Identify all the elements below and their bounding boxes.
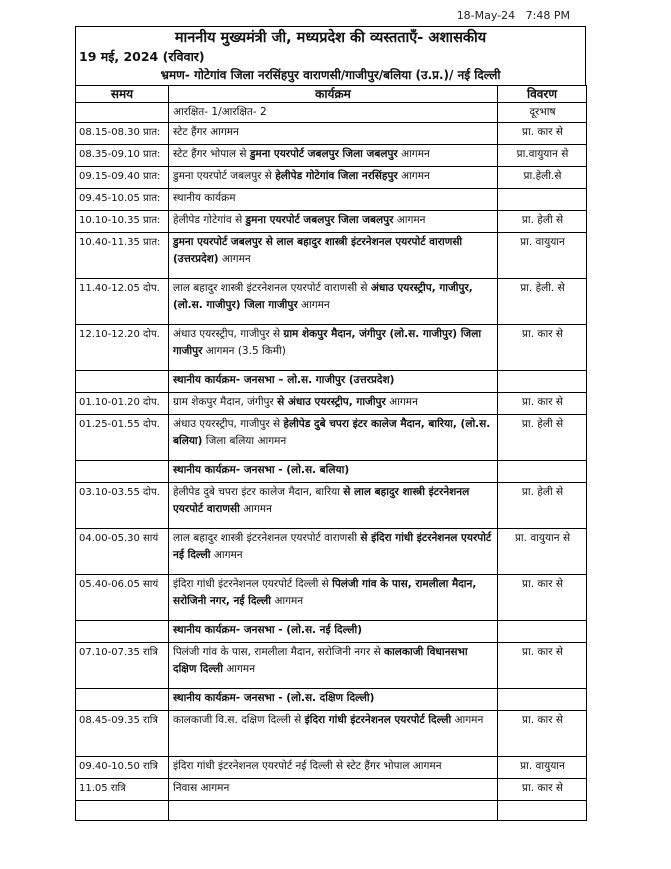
row-detail: प्रा.हेली.से xyxy=(498,167,587,189)
table-row xyxy=(76,801,587,821)
table-row xyxy=(76,371,587,393)
row-detail xyxy=(498,189,587,211)
row-time: 10.40-11.35 प्रात: xyxy=(76,233,169,279)
row-detail: प्रा.वायुयान से xyxy=(498,145,587,167)
row-detail: प्रा. वायुयान से xyxy=(498,529,587,575)
row-detail xyxy=(498,461,587,483)
program-text: लाल बहादुर शास्त्री इंटरनेशनल एयरपोर्ट वाराणसी से xyxy=(173,282,371,294)
row-time xyxy=(76,371,169,393)
row-time: 01.25-01.55 दोप. xyxy=(76,415,169,461)
row-time xyxy=(76,103,169,123)
row-detail: प्रा. हेली से xyxy=(498,483,587,529)
program-text-bold: पिलंजी गांव के पास, रामलीला मैदान, सरोजिनी नगर, नई दिल्ली xyxy=(173,578,477,607)
row-time: 05.40-06.05 सायं xyxy=(76,575,169,621)
program-text: आगमन xyxy=(210,549,243,561)
program-text-bold: स्थानीय कार्यक्रम- जनसभा - (लो.स. नई दिल्ली) xyxy=(173,624,362,636)
row-program xyxy=(169,801,498,821)
row-program xyxy=(169,483,498,529)
program-text-bold: अंधाउ एयरस्ट्रीप, गाजीपुर, (लो.स. गाजीपुर) जिला गाजीपुर xyxy=(173,282,473,311)
program-text: आगमन xyxy=(222,663,256,675)
row-detail: प्रा. कार से xyxy=(498,123,587,145)
program-text: हेलीपेड दुबे चपरा इंटर कालेज मैदान, बारिया xyxy=(173,486,344,498)
row-program xyxy=(169,621,498,643)
row-time: 08.15-08.30 प्रात: xyxy=(76,123,169,145)
row-time: 09.40-10.50 रात्रि xyxy=(76,757,169,779)
row-detail xyxy=(498,371,587,393)
print-time: 7:48 PM xyxy=(525,9,570,22)
row-detail: प्रा. कार से xyxy=(498,325,587,371)
row-program xyxy=(169,779,498,801)
program-text-bold: से अंधाउ एयरस्ट्रीप, गाजीपुर xyxy=(277,396,386,408)
program-text-bold: हेलीपेड गोटेगांव जिला नरसिंहपुर xyxy=(275,170,398,182)
program-text: आगमन xyxy=(451,714,484,726)
row-detail: प्रा. कार से xyxy=(498,575,587,621)
schedule-date: 19 मई, 2024 (रविवार) xyxy=(79,49,205,64)
row-program xyxy=(169,393,498,415)
program-text: स्थानीय कार्यक्रम xyxy=(173,192,236,204)
row-program xyxy=(169,643,498,689)
program-text: आगमन xyxy=(218,253,251,265)
program-text: आगमन xyxy=(297,299,330,311)
table-row xyxy=(76,233,587,279)
program-text: ग्राम शेकपुर मैदान, जंगीपुर xyxy=(173,396,278,408)
row-detail: प्रा. वायुयान xyxy=(498,757,587,779)
program-text: इंदिरा गांधी इंटरनेशनल एयरपोर्ट नई दिल्ली से स्टेट हैंगर भोपाल आगमन xyxy=(173,760,442,772)
program-text-bold: डुमना एयरपोर्ट जबलपुर से लाल बहादुर शास्त्री इंटरनेशनल एयरपोर्ट वाराणसी (उत्तरप्रदेश) xyxy=(173,236,463,265)
table-row xyxy=(76,483,587,529)
row-detail: प्रा. हेली से xyxy=(498,415,587,461)
row-detail: प्रा. वायुयान xyxy=(498,233,587,279)
row-time: 11.05 रात्रि xyxy=(76,779,169,801)
program-text: आगमन xyxy=(393,214,426,226)
row-time: 12.10-12.20 दोप. xyxy=(76,325,169,371)
program-text-bold: स्थानीय कार्यक्रम- जनसभा - (लो.स. बलिया) xyxy=(173,464,350,476)
table-row xyxy=(76,575,587,621)
row-detail: प्रा. कार से xyxy=(498,643,587,689)
program-text: अंधाउ एयरस्ट्रीप, गाजीपुर से xyxy=(173,418,284,430)
row-program xyxy=(169,415,498,461)
row-time: 03.10-03.55 दोप. xyxy=(76,483,169,529)
row-time: 10.10-10.35 प्रात: xyxy=(76,211,169,233)
table-row xyxy=(76,325,587,371)
row-time: 11.40-12.05 दोप. xyxy=(76,279,169,325)
row-program xyxy=(169,145,498,167)
row-program xyxy=(169,167,498,189)
program-text: हेलीपेड गोटेगांव से xyxy=(173,214,246,226)
row-detail: प्रा. कार से xyxy=(498,711,587,757)
schedule-route: भ्रमण- गोटेगांव जिला नरसिंहपुर वाराणसी/गाजीपुर/बलिया (उ.प्र.)/ नई दिल्ली xyxy=(160,68,501,82)
program-text-bold: डुमना एयरपोर्ट जबलपुर जिला जबलपुर xyxy=(249,148,398,160)
schedule-header xyxy=(75,26,586,85)
column-header-program: कार्यक्रम xyxy=(169,86,498,103)
row-program xyxy=(169,529,498,575)
program-text: निवास आगमन xyxy=(173,782,230,794)
row-program xyxy=(169,189,498,211)
program-text: आगमन xyxy=(385,396,418,408)
program-text: पिलंजी गांव के पास, रामलीला मैदान, सरोजिनी नगर से xyxy=(173,646,385,658)
schedule-title: माननीय मुख्यमंत्री जी, मध्यप्रदेश की व्यस्तताएँ- अशासकीय xyxy=(174,30,487,46)
program-text: स्टेट हैंगर भोपाल से xyxy=(173,148,250,160)
program-text-bold: डुमना एयरपोर्ट जबलपुर जिला जबलपुर xyxy=(245,214,394,226)
program-text-bold: ग्राम शेकपुर मैदान, जंगीपुर (लो.स. गाजीपुर) जिला गाजीपुर xyxy=(173,328,482,357)
table-row xyxy=(76,757,587,779)
table-row xyxy=(76,103,587,123)
program-text: जिला बलिया आगमन xyxy=(202,435,287,447)
row-time: 09.15-09.40 प्रात: xyxy=(76,167,169,189)
table-row xyxy=(76,167,587,189)
schedule-document xyxy=(75,26,586,821)
program-text: डुमना एयरपोर्ट जबलपुर से xyxy=(173,170,276,182)
row-program xyxy=(169,211,498,233)
schedule-table xyxy=(75,85,587,821)
program-text: आगमन xyxy=(397,170,430,182)
program-text: आगमन xyxy=(397,148,430,160)
table-row xyxy=(76,621,587,643)
row-time xyxy=(76,801,169,821)
row-time: 01.10-01.20 दोप. xyxy=(76,393,169,415)
row-program xyxy=(169,233,498,279)
row-time: 08.45-09.35 रात्रि xyxy=(76,711,169,757)
row-time xyxy=(76,689,169,711)
row-program xyxy=(169,103,498,123)
program-text-bold: हेलीपेड दुबे चपरा इंटर कालेज मैदान, बारिया, (लो.स. बलिया) xyxy=(173,418,491,447)
row-time xyxy=(76,461,169,483)
program-text-bold: से लाल बहादुर शास्त्री इंटरनेशनल एयरपोर्ट वाराणसी xyxy=(173,486,470,515)
program-text-bold: स्थानीय कार्यक्रम- जनसभा – लो.स. गाजीपुर (उत्तरप्रदेश) xyxy=(173,374,395,386)
table-row xyxy=(76,529,587,575)
row-program xyxy=(169,689,498,711)
row-detail: प्रा. हेली. से xyxy=(498,279,587,325)
row-program xyxy=(169,123,498,145)
program-text: इंदिरा गांधी इंटरनेशनल एयरपोर्ट दिल्ली से xyxy=(173,578,333,590)
program-text: आगमन xyxy=(271,595,304,607)
row-detail: प्रा. कार से xyxy=(498,779,587,801)
row-detail xyxy=(498,689,587,711)
row-program xyxy=(169,371,498,393)
program-text: आरक्षित- 1/आरक्षित- 2 xyxy=(173,106,267,118)
row-program xyxy=(169,279,498,325)
program-text: स्टेट हैंगर आगमन xyxy=(173,126,239,138)
row-program xyxy=(169,757,498,779)
table-row xyxy=(76,279,587,325)
table-row xyxy=(76,779,587,801)
program-text: आगमन xyxy=(239,503,272,515)
row-time: 04.00-05.30 सायं xyxy=(76,529,169,575)
schedule-rows xyxy=(76,103,587,821)
table-row xyxy=(76,461,587,483)
program-text: अंधाउ एयरस्ट्रीप, गाजीपुर से xyxy=(173,328,284,340)
table-row xyxy=(76,711,587,757)
table-row xyxy=(76,123,587,145)
program-text-bold: इंदिरा गांधी इंटरनेशनल एयरपोर्ट दिल्ली xyxy=(304,714,452,726)
row-time xyxy=(76,621,169,643)
table-header-row xyxy=(76,86,587,103)
row-program xyxy=(169,711,498,757)
program-text: लाल बहादुर शास्त्री इंटरनेशनल एयरपोर्ट वाराणसी xyxy=(173,532,361,544)
table-row xyxy=(76,415,587,461)
row-detail: दूरभाष xyxy=(498,103,587,123)
print-timestamp xyxy=(457,9,570,22)
row-program xyxy=(169,461,498,483)
column-header-detail: विवरण xyxy=(498,86,587,103)
table-row xyxy=(76,689,587,711)
row-time: 09.45-10.05 प्रात: xyxy=(76,189,169,211)
table-row xyxy=(76,393,587,415)
table-row xyxy=(76,643,587,689)
row-time: 08.35-09.10 प्रात: xyxy=(76,145,169,167)
table-row xyxy=(76,211,587,233)
row-detail: प्रा. हेली से xyxy=(498,211,587,233)
print-date: 18-May-24 xyxy=(456,9,516,22)
row-detail xyxy=(498,801,587,821)
row-time: 07.10-07.35 रात्रि xyxy=(76,643,169,689)
row-detail xyxy=(498,621,587,643)
program-text-bold: स्थानीय कार्यक्रम- जनसभा - (लो.स. दक्षिण दिल्ली) xyxy=(173,692,375,704)
program-text: कालकाजी वि.स. दक्षिण दिल्ली से xyxy=(173,714,305,726)
row-program xyxy=(169,575,498,621)
table-row xyxy=(76,189,587,211)
program-text-bold: कालकाजी विधानसभा दक्षिण दिल्ली xyxy=(173,646,468,675)
row-program xyxy=(169,325,498,371)
column-header-time: समय xyxy=(76,86,169,103)
table-row xyxy=(76,145,587,167)
row-detail: प्रा. कार से xyxy=(498,393,587,415)
program-text: आगमन (3.5 किमी) xyxy=(202,345,286,357)
program-text-bold: से इंदिरा गांधी इंटरनेशनल एयरपोर्ट नई दिल्ली xyxy=(173,532,492,561)
